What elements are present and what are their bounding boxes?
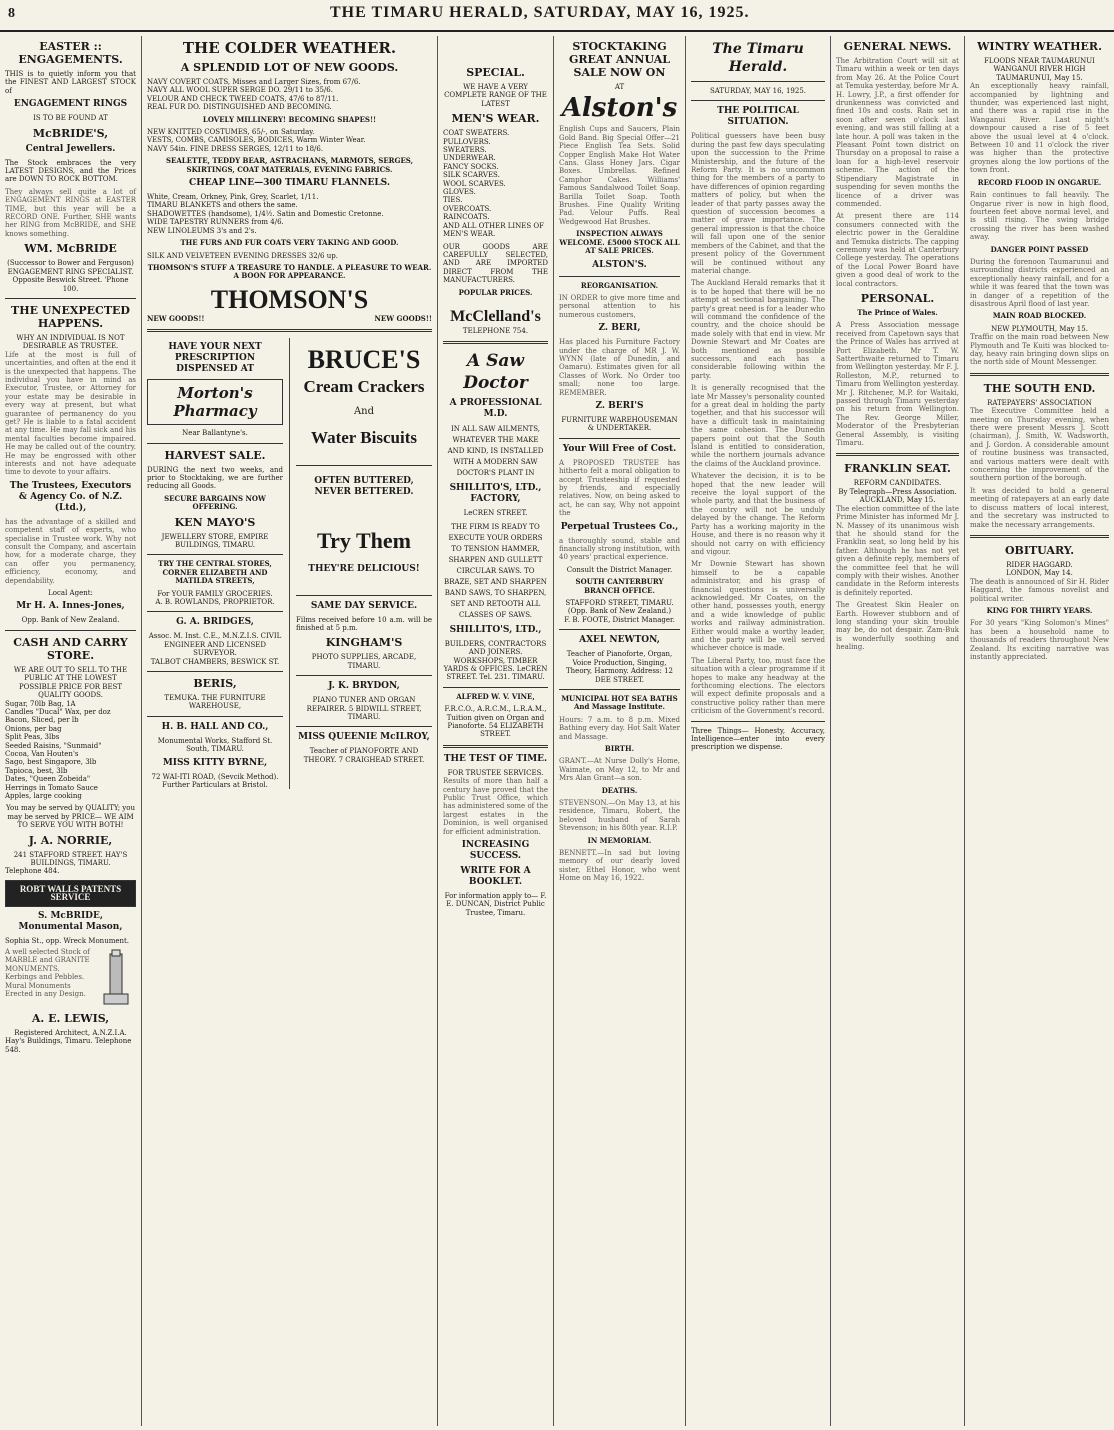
saw-body: IN ALL SAW AILMENTS, WHATEVER THE MAKE AND KIND, IS INSTALLED WITH A MODERN SAW DOCTOR'S PLANT IN bbox=[447, 425, 544, 478]
walls-patents-logo: ROBT WALLS PATENTS SERVICE bbox=[5, 880, 136, 907]
popular-prices: POPULAR PRICES. bbox=[458, 287, 533, 297]
filler-text: STEVENSON.—On May 13, at his residence, Timaru, Robert, the beloved husband of Sarah Stevenson; in his 80th year. R.I.P. bbox=[559, 798, 680, 833]
new-goods-right: NEW GOODS!! bbox=[374, 313, 432, 323]
flannel-list bbox=[147, 193, 432, 260]
imported-note: OUR GOODS ARE CAREFULLY SELECTED, AND ARE IMPORTED DIRECT FROM THE MANUFACTURERS. bbox=[443, 242, 548, 285]
mcclellands-telephone: TELEPHONE 754. bbox=[462, 326, 529, 335]
cash-heading: CASH AND CARRY STORE. bbox=[13, 635, 128, 662]
write-booklet: WRITE FOR A BOOKLET. bbox=[460, 866, 531, 888]
mcbride-sub: (Successor to Bower and Ferguson) ENGAGEMENT RING SPECIALIST. Opposite Beswick Street. 'Phone 100. bbox=[7, 259, 134, 293]
alstons-logo: Alston's bbox=[561, 93, 678, 124]
filler-text: The Auckland Herald remarks that it is to be hoped that there will be no attempt at sectional bargaining. The party's great need is for a leader who will command the confidence of the country, and the choice should be made solely with that end in view. Mr Downie Stewart and Mr Coates are both mentioned as possible successors, and each has a considerable following within the party. bbox=[691, 279, 825, 380]
danger-heading: DANGER POINT PASSED bbox=[990, 244, 1089, 254]
test-of-time: THE TEST OF TIME. bbox=[443, 753, 548, 764]
professional-heading: A PROFESSIONAL M.D. bbox=[449, 398, 542, 420]
shillito-factory: SHILLITO'S, LTD., FACTORY, bbox=[449, 483, 542, 505]
list-item: Bacon, Sliced, per lb bbox=[5, 716, 79, 725]
list-item: RAINCOATS. bbox=[443, 213, 490, 222]
beris-name: Z. BERI'S bbox=[595, 400, 644, 411]
new-plymouth-dateline: NEW PLYMOUTH, May 15. bbox=[991, 324, 1088, 333]
list-item: WOOL SCARVES. bbox=[443, 179, 506, 188]
filler-text: It is generally recognised that the late Mr Massey's personality counted for a great deal in holding the party together, and that his successor will have a difficult task in maintaining the same cohesion. The Dunedin papers point out that the South Island is entitled to consideration, while the northern journals advance the claims of the Auckland province. bbox=[691, 384, 825, 468]
monument-illustration bbox=[96, 948, 136, 1008]
central-stores: TRY THE CENTRAL STORES, CORNER ELIZABETH AND MATILDA STREETS, bbox=[158, 559, 272, 586]
prescription-note: Three Things— Honesty, Accuracy, Intelligence—enter into every prescription we dispense. bbox=[691, 726, 825, 752]
main-road-heading: MAIN ROAD BLOCKED. bbox=[992, 311, 1087, 321]
mason-addr: Sophia St., opp. Wreck Monument. bbox=[5, 936, 130, 945]
rings-sub: IS TO BE FOUND AT bbox=[33, 114, 108, 123]
filler-text: The Arbitration Court will sit at Timaru within a week or ten days from May 26. At the Police Court at Temuka yesterday, before Mr A. H. Lowry, J.P., a first offender for drunkenness was convicted and fined 10s and costs. Rain set in soon after seven o'clock last evening, and was still falling at a late hour. A poll was taken in the Pleasant Point town district on Thursday on a proposal to raise a loan for a high-level reservoir scheme. The action of the Stipendiary Magistrate in suspending for seven months the licence of a driver was commended. bbox=[836, 57, 959, 208]
sc-office: SOUTH CANTERBURY BRANCH OFFICE. bbox=[575, 577, 664, 595]
newton-sub: Teacher of Pianoforte, Organ, Voice Production, Singing, Theory, Harmony. Address: 12 DEE STREET. bbox=[566, 650, 673, 684]
filler-text: The election committee of the late Prime Minister has informed Mr J. N. Massey of its unanimous wish that he should stand for the Franklin seat, so long held by his father. Although he has not yet given a definite reply, members of the committee feel that he will comply with their wishes. Another candidate in the Reform interests is definitely reported. bbox=[836, 504, 959, 597]
beris-sub: TEMUKA. THE FURNITURE WAREHOUSE, bbox=[164, 694, 266, 711]
column-3 bbox=[438, 36, 554, 1426]
will-heading: Your Will Free of Cost. bbox=[562, 443, 677, 454]
taumarunui-dateline: TAUMARUNUI, May 15. bbox=[996, 73, 1083, 82]
list-item: SILK SCARVES. bbox=[443, 171, 500, 180]
column-7 bbox=[965, 36, 1114, 1426]
thomsons-logo: THOMSON'S bbox=[210, 284, 369, 314]
page-number: 8 bbox=[8, 6, 15, 21]
floods-heading: FLOODS NEAR TAUMARUNUI bbox=[984, 57, 1095, 65]
special-heading: SPECIAL. bbox=[466, 66, 525, 79]
column-6 bbox=[831, 36, 965, 1426]
list-item: Candles "Ducal" Wax, per doz bbox=[5, 707, 111, 716]
political-heading: THE POLITICAL SITUATION. bbox=[717, 106, 799, 128]
list-item: Onions, per bag bbox=[5, 724, 62, 733]
list-item: COAT SWEATERS. bbox=[443, 129, 510, 138]
and-text: And bbox=[353, 406, 375, 418]
list-item: VELOUR AND CHECK TWEED COATS, 47/6 to 87/11. bbox=[147, 94, 339, 103]
filler-text: The Executive Committee held a meeting on Thursday evening, when there were present Messrs J. Scott (chairman), J. Smith, W. Wadsworth, and J. Gordon. A considerable amount of routine business was transacted, and various matters were dealt with concerning the improvement of the southern portion of the borough. bbox=[970, 407, 1109, 483]
rowlands: A. B. ROWLANDS, PROPRIETOR. bbox=[155, 598, 275, 606]
special-intro: WE HAVE A VERY COMPLETE RANGE OF THE LATEST bbox=[444, 83, 547, 108]
list-item: SILK AND VELVETEEN EVENING DRESSES 32/6 up. bbox=[147, 251, 338, 260]
increasing-success: INCREASING SUCCESS. bbox=[461, 840, 530, 862]
brydon-sub: PIANO TUNER AND ORGAN REPAIRER. 5 BIDWILL STREET, TIMARU. bbox=[306, 696, 422, 721]
stafford-addr: STAFFORD STREET, TIMARU. (Opp. Bank of New Zealand.) bbox=[565, 599, 674, 616]
bridges-name: G. A. BRIDGES, bbox=[176, 617, 254, 628]
general-news-heading: GENERAL NEWS. bbox=[843, 40, 952, 53]
list-item: Sago, best Singapore, 3lb bbox=[5, 758, 97, 767]
saw-services: THE FIRM IS READY TO EXECUTE YOUR ORDERS TO TENSION HAMMER, SHARPEN AND GULLETT CIRCULAR SAWS. TO BRAZE, SET AND SHARPEN BAND SAWS, TO SHARPEN, SET AND RETOOTH ALL CLASSES OF SAWS. bbox=[444, 522, 547, 619]
newspaper-title: THE TIMARU HERALD, SATURDAY, MAY 16, 1925. bbox=[330, 4, 750, 21]
list-item: NAVY ALL WOOL SUPER SERGE DO. 29/11 to 35/6. bbox=[147, 86, 333, 95]
filler-text: Results of more than half a century have proved that the Public Trust Office, which has administered some of the largest estates in the Dominion, is well organised for efficient administration. bbox=[443, 777, 548, 836]
mcbride-name: McBRIDE'S, bbox=[32, 126, 109, 140]
quality-line: You may be served by QUALITY; you may be served by PRICE— WE AIM TO SERVE YOU WITH BOTH! bbox=[6, 804, 135, 830]
consult: Consult the District Manager. bbox=[566, 565, 673, 574]
test-sub: FOR TRUSTEE SERVICES. bbox=[447, 768, 544, 777]
list-item: AND ALL OTHER LINES OF MEN'S WEAR. bbox=[443, 221, 544, 239]
filler-text: During the forenoon Taumarunui and surrounding districts experienced an exceptionally heavy rainfall, and for a while it was feared that the town was in danger of a repetition of the disastrous April flood of last year. bbox=[970, 257, 1109, 308]
filler-text: Political guessers have been busy during the past few days speculating upon the succession to the Prime Ministership, and the future of the Reform Party. It is no uncommon thing for the members of a party to have differences of opinion regarding matters of policy, but when the leader of that party passes away the question of succession becomes a matter of grave importance. The general impression is that the choice will fall upon one of the senior members of the Cabinet, and that the present policy of the Government will be continued without any material change. bbox=[691, 132, 825, 275]
filler-text: An exceptionally heavy rainfall, accompanied by lightning and thunder, was experienced last night, and there was a rapid rise in the Wanganui River. Last night's downpour caused a rise of 5 feet above the usual level at 4 o'clock. Between 10 and 11 o'clock the river was higher than the protective groynes along the low portions of the town front. bbox=[970, 82, 1109, 175]
alstons-signature: ALSTON'S. bbox=[592, 259, 647, 270]
easter-heading: EASTER :: ENGAGEMENTS. bbox=[18, 40, 123, 66]
filler-text: A PROPOSED TRUSTEE has hitherto felt a moral obligation to accept Trusteeship if requested by friends, and especially relatives. Now, on being asked to act, he can say, Why not appoint the bbox=[559, 458, 680, 518]
filler-text: The death is announced of Sir H. Rider Haggard, the famous novelist and political writer. bbox=[970, 577, 1109, 603]
list-item: TIES. bbox=[443, 196, 463, 205]
kitty-name: MISS KITTY BYRNE, bbox=[162, 757, 268, 768]
list-item: Tapioca, best, 3lb bbox=[5, 766, 68, 775]
agent-sub: Opp. Bank of New Zealand. bbox=[21, 616, 120, 625]
list-item: REAL FUR DO. DISTINGUISHED AND BECOMING. bbox=[147, 103, 332, 112]
beri-name: Z. BERI, bbox=[598, 323, 641, 334]
list-item: VESTS, COMBS, CAMISOLES, BODICES, Warm Winter Wear. bbox=[147, 136, 366, 145]
unexpected-heading: THE UNEXPECTED HAPPENS. bbox=[11, 303, 130, 330]
stocktaking-heading: STOCKTAKING GREAT ANNUAL SALE NOW ON bbox=[568, 40, 671, 79]
bruces-logo: BRUCE'S bbox=[307, 345, 421, 375]
unexpected-sub: WHY AN INDIVIDUAL IS NOT DESIRABLE AS TRUSTEE. bbox=[16, 333, 125, 351]
mens-list bbox=[443, 129, 548, 238]
stock-value: INSPECTION ALWAYS WELCOME. £5000 STOCK ALL AT SALE PRICES. bbox=[559, 229, 680, 256]
record-flood-heading: RECORD FLOOD IN ONGARUE. bbox=[977, 177, 1102, 187]
list-item: GLOVES. bbox=[443, 188, 476, 197]
family-groceries: For YOUR FAMILY GROCERIES. bbox=[157, 589, 273, 598]
new-goods-left: NEW GOODS!! bbox=[147, 313, 205, 323]
agent-name: Mr H. A. Innes-Jones, bbox=[16, 601, 125, 612]
filler-text: Has placed his Furniture Factory under the charge of MR J. W. WYNN (late of Dunedin, and Oamaru). Estimates given for all Classes of Work. No Order too small; none too large. REMEMBER. bbox=[559, 338, 680, 397]
list-item: PULLOVERS. bbox=[443, 137, 491, 146]
wanganui-heading: WANGANUI RIVER HIGH bbox=[993, 65, 1086, 74]
talbot: TALBOT CHAMBERS, BESWICK ST. bbox=[150, 657, 280, 666]
brydon-name: J. K. BRYDON, bbox=[328, 681, 400, 692]
mcilroy-sub: Teacher of PIANOFORTE AND THEORY. 7 CRAIGHEAD STREET. bbox=[303, 747, 425, 764]
mortons-sub: Near Ballantyne's. bbox=[182, 429, 248, 438]
vine-name: ALFRED W. V. VINE, bbox=[456, 691, 535, 701]
london-dateline: LONDON, May 14. bbox=[1006, 569, 1073, 578]
baths-heading: MUNICIPAL HOT SEA BATHS And Massage Institute. bbox=[561, 693, 678, 712]
deaths-heading: DEATHS. bbox=[601, 785, 638, 795]
stock-note: The Stock embraces the very LATEST DESIGNS, and the Prices are DOWN TO ROCK BOTTOM. bbox=[5, 158, 136, 184]
list-item: Herrings in Tomato Sauce bbox=[5, 783, 98, 792]
harvest-heading: HARVEST SALE. bbox=[164, 448, 266, 462]
norrie-addr: 241 STAFFORD STREET. HAY'S BUILDINGS, TIMARU. bbox=[13, 850, 128, 867]
filler-text: At present there are 114 consumers connected with the electric power in the Geraldine and Temuka districts. The capping ceremony was held at Canterbury College yesterday. The operations of the Local Power Board have given a good deal of work to the local contractors. bbox=[836, 212, 959, 288]
column-1: EASTER :: ENGAGEMENTS. THIS is to quietly inform you that the FINEST AND LARGEST STOCK of ENGAGEMENT RINGS IS TO BE FOUND AT McBRIDE'S, Central Jewellers. The Stock embraces the very LATEST DESIGNS, and the Prices are DOWN TO ROCK BOTTOM. They always sell quite a lot of ENGAGEMENT RINGS at EASTER TIME, but this year will be a RECORD ONE. Further, SHE wants her RING from McBRIDE, and SHE knows something. WM. McBRIDE (Successor to Bower and Ferguson) ENGAGEMENT RING SPECIALIST. Opposite Beswick Street. 'Phone 100. THE UNEXPECTED HAPPENS. WHY AN INDIVIDUAL IS NOT DESIRABLE AS TRUSTEE. Life at the most is full of uncertainties, and often at the end it is the unexpected that happens. The individual you have in mind as Executor, Trustee, or Attorney for your estate may be desirable in every way at present, but what guarantee of permanency do you get? He is liable to a fatal accident at any time. He may fall sick and his mental faculties become impaired. He may be called out of the country. He may be engrossed with other interests and not have adequate time to devote to your affairs. The Trustees, Executors & Agency Co. of N.Z. (Ltd.), has the advantage of a skilled and competent staff of experts, who specialise in Trustee work. Why not consult the Company, and ascertain how, for a moderate charge, they can offer you permanency, efficiency, economy, and dependability. Local Agent: Mr H. A. Innes-Jones, Opp. Bank of New Zealand. CASH AND CARRY STORE. WE ARE OUT TO SELL TO THE PUBLIC AT THE LOWEST POSSIBLE PRICE FOR BEST QUALITY GOODS. Sugar, 70lb Bag, 1A Candles "Ducal" Wax, per doz Bacon, Sliced, per lb Onions, per bag Split Peas, 3lbs Seeded Raisins, "Sunmaid" Cocoa, Van Houten's Sago, best Singapore, 3lb Tapioca, best, 3lb Dates, "Queen Zobeida" Herrings in Tomato Sauce Apples, large cooking You may be served by QUALITY; you may be served by PRICE— WE AIM TO SERVE YOU WITH BOTH! J. A. NORRIE, 241 STAFFORD STREET. HAY'S BUILDINGS, TIMARU. Telephone 484. ROBT WALLS PATENTS SERVICE S. McBRIDE, Monumental Mason, Sophia St., opp. Wreck Monument. A well selected Stock of MARBLE and GRANITE MONUMENTS. Kerbings and Pebbles. Mural Monuments Erected in any Design. A. E. LEWIS, Registered Architect, A.N.Z.I.A. Hay's Buildings, Timaru. Telephone 548. bbox=[0, 36, 142, 1426]
filler-text: Mr Downie Stewart has shown himself to be a capable administrator, and his grasp of financial questions is universally acknowledged. Mr Coates, on the other hand, possesses youth, energy and a wide knowledge of public works and railway administration. Either would make a worthy leader, and the party will be well served whichever choice is made. bbox=[691, 560, 825, 653]
lewis-sub: Registered Architect, A.N.Z.I.A. bbox=[14, 1029, 127, 1038]
list-item: THE FURS AND FUR COATS VERY TAKING AND GOOD. bbox=[180, 238, 399, 248]
shillito-street: LeCREN STREET. bbox=[463, 509, 528, 518]
wintry-heading: WINTRY WEATHER. bbox=[977, 40, 1102, 53]
list-item: Cocoa, Van Houten's bbox=[5, 749, 79, 758]
kingham-name: KINGHAM'S bbox=[325, 636, 403, 650]
norrie-name: J. A. NORRIE, bbox=[28, 833, 113, 847]
mason-name: S. McBRIDE, Monumental Mason, bbox=[18, 910, 123, 932]
list-item: SHADOWETTES (handsome), 1/4½. Satin and Domestic Cretonne. bbox=[147, 209, 384, 218]
buttered-text: OFTEN BUTTERED, NEVER BETTERED. bbox=[314, 475, 414, 497]
auckland-dateline: AUCKLAND, May 15. bbox=[859, 496, 936, 505]
list-item: Apples, large cooking bbox=[5, 791, 82, 800]
column-4 bbox=[554, 36, 686, 1426]
mortons-logo: Morton's Pharmacy bbox=[147, 379, 283, 425]
try-them: Try Them bbox=[317, 527, 411, 553]
delicious: THEY'RE DELICIOUS! bbox=[308, 563, 420, 574]
foote: F. B. FOOTE, District Manager. bbox=[564, 615, 675, 624]
kingham-sub: PHOTO SUPPLIES, ARCADE, TIMARU. bbox=[311, 653, 417, 670]
beris-name: BERIS, bbox=[193, 677, 237, 691]
filler-text: For 30 years "King Solomon's Mines" has been a household name to thousands of readers throughout New Zealand. Its exciting narrative was instantly appreciated. bbox=[970, 619, 1109, 661]
personal-heading: PERSONAL. bbox=[860, 291, 935, 305]
filler-text: IN ORDER to give more time and personal attention to his numerous customers, bbox=[559, 293, 680, 319]
kenmayo-sub: JEWELLERY STORE, EMPIRE BUILDINGS, TIMARU. bbox=[161, 532, 269, 549]
list-item: NEW KNITTED COSTUMES, 65/-, on Saturday. bbox=[147, 128, 315, 137]
cash-sub: WE ARE OUT TO SELL TO THE PUBLIC AT THE LOWEST POSSIBLE PRICE FOR BEST QUALITY GOODS. bbox=[13, 665, 128, 700]
birth-heading: BIRTH. bbox=[604, 743, 635, 753]
duncan: For information apply to— F. E. DUNCAN, District Public Trustee, Timaru. bbox=[444, 892, 547, 917]
harvest-body: DURING the next two weeks, and prior to Stocktaking, we are further reducing all Goods. bbox=[147, 465, 283, 491]
perpetual-name: Perpetual Trustees Co., bbox=[560, 521, 679, 532]
saw-doctor-heading: A Saw Doctor bbox=[463, 351, 528, 394]
filler-text: It was decided to hold a general meeting of ratepayers at an early date to discuss matters of local interest, and the secretary was instructed to make the necessary arrangements. bbox=[970, 486, 1109, 529]
kingham-note: Films received before 10 a.m. will be finished at 5 p.m. bbox=[296, 615, 432, 632]
pleasure-line: THOMSON'S STUFF A TREASURE TO HANDLE. A PLEASURE TO WEAR. A BOON FOR APPEARANCE. bbox=[147, 262, 432, 281]
south-end-heading: THE SOUTH END. bbox=[983, 381, 1096, 395]
trustees-heading: The Trustees, Executors & Agency Co. of N.Z. (Ltd.), bbox=[9, 480, 132, 513]
kingham-service: SAME DAY SERVICE. bbox=[310, 600, 418, 611]
prescription-heading: HAVE YOUR NEXT PRESCRIPTION DISPENSED AT bbox=[168, 342, 262, 375]
hall-name: H. B. HALL AND CO., bbox=[161, 721, 269, 732]
list-item: OVERCOATS. bbox=[443, 204, 492, 213]
beris-sub: FURNITURE WAREHOUSEMAN & UNDERTAKER. bbox=[561, 415, 678, 433]
newton-name: AXEL NEWTON, bbox=[579, 635, 660, 646]
filler-text: Traffic on the main road between New Plymouth and Te Kuiti was blocked to-day, heavy rain bringing down slips on the north side of Mount Messenger. bbox=[970, 333, 1109, 367]
column-5 bbox=[686, 36, 831, 1426]
wm-mcbride: WM. McBRIDE bbox=[24, 242, 117, 256]
easter-body: THIS is to quietly inform you that the FINEST AND LARGEST STOCK of bbox=[5, 70, 136, 95]
filler-text: has the advantage of a skilled and competent staff of experts, who specialise in Trustee work. Why not consult the Company, and ascertain how, for a moderate charge, they can offer you permanency, efficiency, economy, and dependability. bbox=[5, 517, 136, 585]
price-list bbox=[5, 700, 136, 801]
cream-crackers: Cream Crackers bbox=[303, 377, 425, 397]
haggard-heading: RIDER HAGGARD. bbox=[1006, 560, 1073, 569]
shillito-sub: BUILDERS, CONTRACTORS AND JOINERS. WORKSHOPS, TIMBER YARDS & OFFICES. LeCREN STREET. Tel. 231. TIMARU. bbox=[443, 639, 548, 682]
filler-text: The Liberal Party, too, must face the situation with a clear programme if it hopes to make any headway at the forthcoming elections. The electors will expect definite proposals and a constructive policy rather than mere criticism of the Government's record. bbox=[691, 656, 825, 716]
hall-sub: Monumental Works, Stafford St. South, TIMARU. bbox=[157, 736, 273, 754]
list-item: NAVY COVERT COATS, Misses and Larger Sizes, from 67/6. bbox=[147, 78, 361, 86]
kitty-addr: 72 WAI-ITI ROAD, (Sevcik Method). Further Particulars at Bristol. bbox=[151, 772, 279, 790]
norrie-telephone: Telephone 484. bbox=[5, 867, 60, 876]
herald-masthead: The Timaru Herald. bbox=[712, 41, 804, 75]
masthead bbox=[0, 0, 1114, 32]
filler-text: Whatever the decision, it is to be hoped that the new leader will receive the loyal support of the whole party, and that the business of the country will not be unduly delayed by the change. The Reform Party has a working majority in the House, and there is no reason why it should not carry on with efficiency and vigour. bbox=[691, 472, 825, 556]
memoriam-heading: IN MEMORIAM. bbox=[587, 835, 652, 845]
filler-text: BENNETT.—In sad but loving memory of our dearly loved sister, Ethel Honor, who went Home on May 16, 1922. bbox=[559, 849, 680, 883]
list-item: White, Cream, Orkney, Pink, Grey, Scarlet, 1/11. bbox=[147, 193, 319, 202]
filler-text: a thoroughly sound, stable and financially strong institution, with 40 years' practical experience. bbox=[559, 536, 680, 562]
obituary-heading: OBITUARY. bbox=[1004, 543, 1075, 557]
rings-heading: ENGAGEMENT RINGS bbox=[13, 99, 128, 110]
filler-text: The Greatest Skin Healer on Earth. However stubborn and of long standing your skin trouble may be, do not despair. Zam-Buk is wonderfully soothing and healing. bbox=[836, 601, 959, 652]
list-item: LOVELY MILLINERY! BECOMING SHAPES!! bbox=[202, 114, 377, 124]
bridges-sub: Assoc. M. Inst. C.E., M.N.Z.I.S. CIVIL ENGINEER AND LICENSED SURVEYOR. bbox=[148, 632, 282, 658]
telegraph-credit: By Telegraph—Press Association. bbox=[838, 487, 957, 496]
list-item: SWEATERS. bbox=[443, 146, 487, 155]
at-text: AT bbox=[614, 83, 625, 91]
mens-wear: MEN'S WEAR. bbox=[451, 112, 540, 126]
list-item: TIMARU BLANKETS and others the same. bbox=[147, 201, 298, 210]
list-item: WIDE TAPESTRY RUNNERS from 4/6. bbox=[147, 218, 284, 227]
mcclellands-logo: McClelland's bbox=[450, 307, 541, 325]
shillito-name: SHILLITO'S, LTD., bbox=[449, 624, 542, 635]
vine-sub: F.R.C.O., A.R.C.M., L.R.A.M., Tuition given on Organ and Pianoforte. 54 ELIZABETH STREET. bbox=[444, 705, 547, 739]
filler-text: English Cups and Saucers, Plain Gold Band. Big Special Offer—21 Piece English Tea Sets. Solid Copper English Make Hot Water Cans. Glass Honey Jars. Cigar Boxes. Umbrellas. Refined Camphor Cakes. Williams' Famous Sandalwood Toilet Soap. Barilla Toilet Soap. Tooth Brushes. Fine Quality Writing Pad. Velour Puffs. Real Wedgewood Hat Brushes. bbox=[559, 125, 680, 226]
list-item: UNDERWEAR. bbox=[443, 154, 496, 163]
prince-heading: The Prince of Wales. bbox=[857, 307, 938, 317]
filler-text: Life at the most is full of uncertainties, and often at the end it is the unexpected that happens. The individual you have in mind as Executor, Trustee, or Attorney for your estate may be desirable in every way at present, but what guarantee of permanency do you get? He is liable to a fatal accident at any time. He may fall sick and his mental faculties become impaired. He may be called out of the country. He may be engrossed with other interests and not have adequate time to devote to your affairs. bbox=[5, 350, 136, 477]
colder-heading: THE COLDER WEATHER. bbox=[182, 39, 397, 57]
column-2 bbox=[142, 36, 438, 1426]
central-jewellers: Central Jewellers. bbox=[25, 143, 116, 154]
right-subcolumn bbox=[289, 338, 432, 789]
goods-list bbox=[147, 78, 432, 174]
filler-text: Hours: 7 a.m. to 8 p.m. Mixed Bathing every day. Hot Salt Water and Massage. bbox=[559, 715, 680, 741]
bargains: SECURE BARGAINS NOW OFFERING. bbox=[164, 493, 266, 512]
cheap-line: CHEAP LINE—300 TIMARU FLANNELS. bbox=[189, 178, 390, 189]
lewis-addr: Hay's Buildings, Timaru. Telephone 548. bbox=[5, 1037, 132, 1054]
list-item: NAVY 54in. FINE DRESS SERGES, 12/11 to 18/6. bbox=[147, 144, 324, 153]
list-item: Dates, "Queen Zobeida" bbox=[5, 775, 91, 784]
franklin-heading: FRANKLIN SEAT. bbox=[844, 462, 951, 476]
reorg-heading: REORGANISATION. bbox=[580, 280, 659, 290]
reform-heading: REFORM CANDIDATES. bbox=[853, 479, 942, 488]
mcilroy-name: MISS QUEENIE McILROY, bbox=[298, 732, 430, 743]
ratepayers-heading: RATEPAYERS' ASSOCIATION bbox=[987, 398, 1092, 407]
colder-sub: A SPLENDID LOT OF NEW GOODS. bbox=[180, 61, 399, 74]
left-subcolumn bbox=[147, 338, 283, 789]
list-item: FANCY SOCKS. bbox=[443, 162, 499, 171]
filler-text: A Press Association message received from Capetown says that the Prince of Wales has arrived at Port Elizabeth. Mr T. W. Satterthwaite returned to Timaru from Wellington yesterday. Mr F. J. Rolleston, M.P., returned to Timaru from Wellington yesterday. Mr J. Ritchener, M.P. for Waitaki, passed through Timaru yesterday on his return from Wellington. The Rev. George Miller, Moderator of the Presbyterian General Assembly, is visiting Timaru. bbox=[836, 321, 959, 448]
list-item: Split Peas, 3lbs bbox=[5, 733, 60, 742]
king-heading: KING FOR THIRTY YEARS. bbox=[986, 605, 1093, 615]
kenmayo-name: KEN MAYO'S bbox=[174, 515, 256, 529]
filler-text: Rain continues to fall heavily. The Ongarue river is now in high flood, fourteen feet above normal level, and is still rising. The swing bridge crossing the river has been washed away. bbox=[970, 191, 1109, 242]
list-item: Seeded Raisins, "Sunmaid" bbox=[5, 741, 102, 750]
herald-date: SATURDAY, MAY 16, 1925. bbox=[709, 87, 807, 95]
water-biscuits: Water Biscuits bbox=[311, 427, 417, 447]
filler-text: GRANT.—At Nurse Dolly's Home, Waimate, on May 12, to Mr and Mrs Alan Grant—a son. bbox=[559, 757, 680, 783]
list-item: SEALETTE, TEDDY BEAR, ASTRACHANS, MARMOTS, SERGES, SKIRTINGS, COAT MATERIALS, EVENING FABRICS. bbox=[165, 156, 414, 174]
filler-text: They always sell quite a lot of ENGAGEMENT RINGS at EASTER TIME, but this year will be a RECORD ONE. Further, SHE wants her RING from McBRIDE, and SHE knows something. bbox=[5, 187, 136, 238]
list-item: Sugar, 70lb Bag, 1A bbox=[5, 699, 76, 708]
list-item: NEW LINOLEUMS 3's and 2's. bbox=[147, 226, 257, 235]
lewis-name: A. E. LEWIS, bbox=[31, 1012, 110, 1026]
